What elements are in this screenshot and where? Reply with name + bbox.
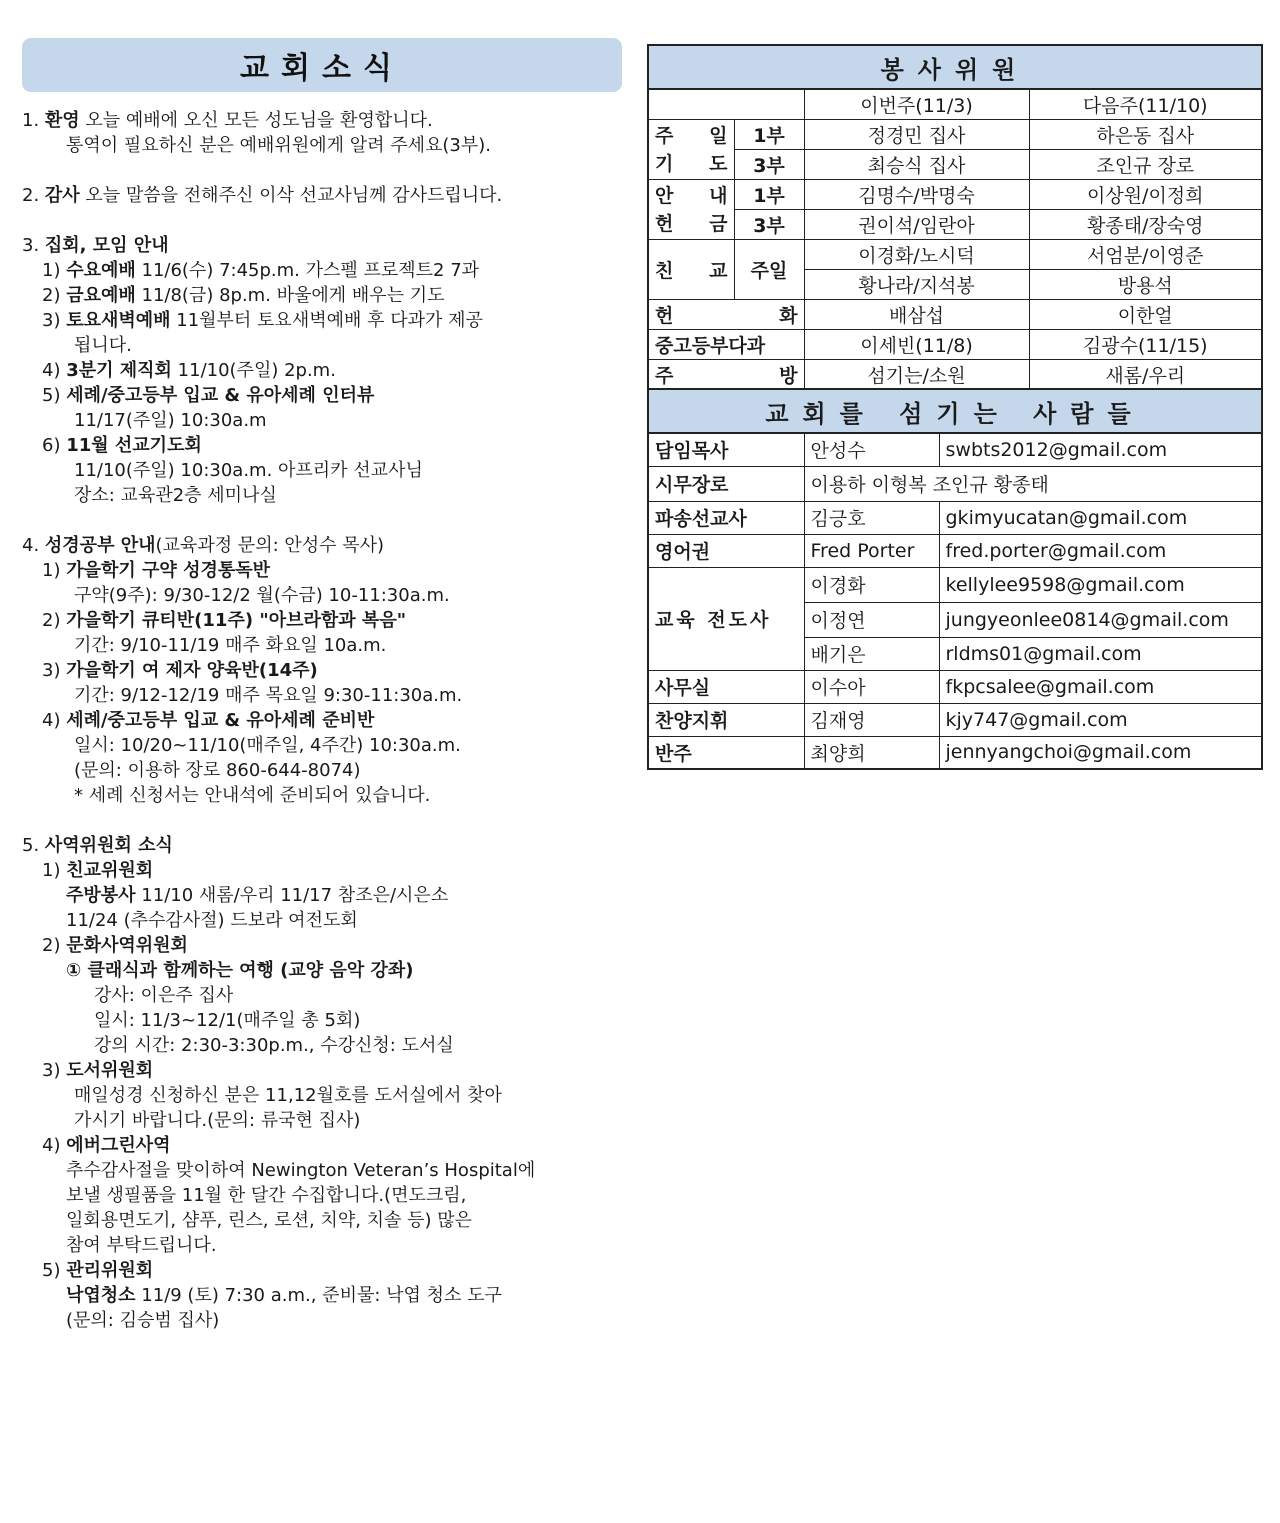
item-heading: 집회, 모임 안내 — [44, 235, 169, 256]
staff-email[interactable]: rldms01@gmail.com — [939, 637, 1262, 670]
usher-label-line2: 헌 금 — [655, 212, 728, 235]
service-1-label: 1부 — [734, 180, 804, 210]
news-line — [22, 258, 622, 283]
staff-role: 찬양지휘 — [648, 703, 804, 736]
staff-email[interactable]: jungyeonlee0814@gmail.com — [939, 602, 1262, 637]
news-line: 가시기 바랍니다.(문의: 류국현 집사) — [74, 1110, 361, 1131]
usher-this-1: 김명수/박명숙 — [804, 180, 1029, 210]
staff-name: 김재영 — [804, 703, 939, 736]
item-number: 1) — [42, 560, 67, 581]
news-line — [22, 933, 622, 958]
flower-this: 배삼섭 — [804, 300, 1029, 330]
service-committee-table — [647, 44, 1263, 391]
item-heading: 금요예배 — [66, 285, 136, 306]
item-number: 5) — [42, 1260, 67, 1281]
news-line: (문의: 이용하 장로 860-644-8074) — [74, 760, 361, 781]
news-line — [22, 283, 622, 308]
staff-name: 배기은 — [804, 637, 939, 670]
church-news-title: 교회소식 — [22, 38, 622, 92]
service-1-label: 1부 — [734, 120, 804, 150]
kitchen-this: 섬기는/소원 — [804, 360, 1029, 391]
staff-email[interactable]: fkpcsalee@gmail.com — [939, 670, 1262, 703]
item-number: 2) — [42, 935, 67, 956]
item-text: 11월부터 토요새벽예배 후 다과가 제공 — [170, 310, 483, 331]
staff-name: 김긍호 — [804, 501, 939, 534]
news-line: * 세례 신청서는 안내석에 준비되어 있습니다. — [74, 785, 431, 806]
staff-email[interactable]: gkimyucatan@gmail.com — [939, 501, 1262, 534]
item-heading: 감사 — [44, 185, 80, 206]
item-number: 4. — [22, 535, 45, 556]
news-line — [22, 383, 622, 408]
item-number: 5. — [22, 835, 45, 856]
news-line: 11/10(주일) 10:30a.m. 아프리카 선교사님 — [74, 460, 423, 481]
church-news-section — [22, 38, 622, 1333]
kitchen-label: 주 방 — [648, 360, 804, 391]
prayer-label-line1: 주 일 — [655, 124, 728, 147]
this-week-header: 이번주(11/3) — [804, 89, 1029, 120]
item-heading: 11월 선교기도회 — [66, 435, 202, 456]
news-line: 매일성경 신청하신 분은 11,12월호를 도서실에서 찾아 — [74, 1085, 502, 1106]
item-heading: 관리위원회 — [66, 1260, 154, 1281]
item-text: 11/9 (토) 7:30 a.m., 준비물: 낙엽 청소 도구 — [135, 1285, 502, 1306]
news-line: 됩니다. — [74, 335, 132, 356]
youth-snack-this: 이세빈(11/8) — [804, 330, 1029, 360]
item-number: 3) — [42, 1060, 67, 1081]
item-heading: 가을학기 여 제자 양육반(14주) — [66, 660, 318, 681]
news-line: 보낼 생필품을 11월 한 달간 수집합니다.(면도크림, — [66, 1185, 467, 1206]
staff-role: 반주 — [648, 736, 804, 769]
news-line — [22, 1258, 622, 1283]
staff-name: 안성수 — [804, 433, 939, 466]
item-number: 1. — [22, 110, 45, 131]
staff-name: 최양희 — [804, 736, 939, 769]
news-line: 강의 시간: 2:30-3:30p.m., 수강신청: 도서실 — [94, 1035, 454, 1056]
item-number: 6) — [42, 435, 67, 456]
item-text: 오늘 말씀을 전해주신 이삭 선교사님께 감사드립니다. — [79, 185, 503, 206]
item-number: 3) — [42, 660, 67, 681]
staff-name: 이수아 — [804, 670, 939, 703]
fellowship-this-2: 황나라/지석봉 — [804, 270, 1029, 300]
elders-names: 이용하 이형복 조인규 황종태 — [804, 466, 1262, 501]
item-heading: 사역위원회 소식 — [44, 835, 173, 856]
item-heading: ① 클래식과 함께하는 여행 (교양 음악 강좌) — [66, 960, 414, 981]
item-number: 4) — [42, 710, 67, 731]
item-number: 2) — [42, 285, 67, 306]
flower-label: 헌 화 — [648, 300, 804, 330]
next-week-header: 다음주(11/10) — [1029, 89, 1262, 120]
staff-name: Fred Porter — [804, 534, 939, 567]
news-line: 참여 부탁드립니다. — [66, 1235, 217, 1256]
item-text: 11/10(주일) 2p.m. — [171, 360, 336, 381]
item-number: 3. — [22, 235, 45, 256]
staff-email[interactable]: fred.porter@gmail.com — [939, 534, 1262, 567]
youth-snack-next: 김광수(11/15) — [1029, 330, 1262, 360]
item-heading: 문화사역위원회 — [66, 935, 188, 956]
item-number: 5) — [42, 385, 67, 406]
news-line — [22, 558, 622, 583]
news-line — [22, 108, 622, 133]
item-heading: 주방봉사 — [66, 885, 136, 906]
item-heading: 낙엽청소 — [66, 1285, 136, 1306]
news-line: 11/24 (추수감사절) 드보라 여전도회 — [66, 910, 358, 931]
news-line — [22, 533, 622, 558]
item-heading: 성경공부 안내 — [44, 535, 156, 556]
news-line — [22, 708, 622, 733]
news-line — [22, 883, 622, 908]
news-line — [22, 658, 622, 683]
staff-role: 사무실 — [648, 670, 804, 703]
news-line: 기간: 9/12-12/19 매주 목요일 9:30-11:30a.m. — [74, 685, 463, 706]
news-line: 일시: 10/20~11/10(매주일, 4주간) 10:30a.m. — [74, 735, 461, 756]
fellowship-this-1: 이경화/노시덕 — [804, 240, 1029, 270]
item-heading: 세례/중고등부 입교 & 유아세례 인터뷰 — [66, 385, 375, 406]
fellowship-next-1: 서엄분/이영준 — [1029, 240, 1262, 270]
staff-role: 담임목사 — [648, 433, 804, 466]
fellowship-sub-label: 주일 — [734, 240, 804, 300]
item-number: 4) — [42, 360, 67, 381]
kitchen-next: 새롬/우리 — [1029, 360, 1262, 391]
news-line — [22, 608, 622, 633]
news-line: 강사: 이은주 집사 — [94, 985, 234, 1006]
fellowship-label: 친 교 — [648, 240, 734, 300]
news-line: 일회용면도기, 샴푸, 린스, 로션, 치약, 치솔 등) 많은 — [66, 1210, 473, 1231]
staff-email[interactable]: kellylee9598@gmail.com — [939, 567, 1262, 602]
youth-snack-label: 중고등부다과 — [648, 330, 804, 360]
news-line — [22, 958, 622, 983]
prayer-label-line2: 기 도 — [655, 152, 728, 175]
item-heading: 가을학기 구약 성경통독반 — [66, 560, 271, 581]
item-heading: 도서위원회 — [66, 1060, 154, 1081]
item-number: 1) — [42, 860, 67, 881]
item-heading: 친교위원회 — [66, 860, 154, 881]
news-line: 11/17(주일) 10:30a.m — [74, 410, 267, 431]
news-line: 추수감사절을 맞이하여 Newington Veteran’s Hospital에 — [66, 1160, 536, 1181]
usher-label-line1: 안 내 — [655, 184, 728, 207]
staff-role: 시무장로 — [648, 466, 804, 501]
usher-label — [648, 180, 734, 240]
fellowship-next-2: 방용석 — [1029, 270, 1262, 300]
usher-this-3: 권이석/임란아 — [804, 210, 1029, 240]
service-committee-title: 봉사위원 — [648, 45, 1262, 89]
item-heading: 3분기 제직회 — [66, 360, 172, 381]
staff-name: 이경화 — [804, 567, 939, 602]
news-line — [22, 433, 622, 458]
item-number: 2. — [22, 185, 45, 206]
news-line: 장소: 교육관2층 세미나실 — [74, 485, 277, 506]
item-heading: 수요예배 — [66, 260, 136, 281]
item-heading: 세례/중고등부 입교 & 유아세례 준비반 — [66, 710, 375, 731]
news-line — [22, 233, 622, 258]
prayer-next-1: 하은동 집사 — [1029, 120, 1262, 150]
news-line — [22, 358, 622, 383]
news-line — [22, 833, 622, 858]
news-line — [22, 1283, 622, 1308]
service-3-label: 3부 — [734, 210, 804, 240]
item-heading: 환영 — [44, 110, 80, 131]
service-3-label: 3부 — [734, 150, 804, 180]
news-line: 통역이 필요하신 분은 예배위원에게 알려 주세요(3부). — [66, 135, 491, 156]
item-text: 11/8(금) 8p.m. 바울에게 배우는 기도 — [135, 285, 445, 306]
item-number: 4) — [42, 1135, 67, 1156]
staff-email[interactable]: jennyangchoi@gmail.com — [939, 736, 1262, 769]
prayer-next-3: 조인규 장로 — [1029, 150, 1262, 180]
church-staff-table — [647, 388, 1263, 770]
usher-next-3: 황종태/장숙영 — [1029, 210, 1262, 240]
news-line: (문의: 김승범 집사) — [66, 1310, 220, 1331]
blank-cell — [648, 89, 804, 120]
news-line: 일시: 11/3~12/1(매주일 총 5회) — [94, 1010, 361, 1031]
prayer-this-3: 최승식 집사 — [804, 150, 1029, 180]
item-text: 11/10 새롬/우리 11/17 참조은/시은소 — [135, 885, 449, 906]
item-heading: 가을학기 큐티반(11주) "아브라함과 복음" — [66, 610, 407, 631]
church-staff-title: 교회를 섬기는 사람들 — [648, 389, 1262, 433]
news-line — [22, 183, 622, 208]
staff-email[interactable]: swbts2012@gmail.com — [939, 433, 1262, 466]
news-line: 구약(9주): 9/30-12/2 월(수금) 10-11:30a.m. — [74, 585, 450, 606]
prayer-label — [648, 120, 734, 180]
usher-next-1: 이상원/이정희 — [1029, 180, 1262, 210]
news-line — [22, 1133, 622, 1158]
flower-next: 이한얼 — [1029, 300, 1262, 330]
prayer-this-1: 정경민 집사 — [804, 120, 1029, 150]
item-heading: 에버그린사역 — [66, 1135, 171, 1156]
item-number: 3) — [42, 310, 67, 331]
item-heading: 토요새벽예배 — [66, 310, 171, 331]
news-line: 기간: 9/10-11/19 매주 화요일 10a.m. — [74, 635, 387, 656]
item-text: 11/6(수) 7:45p.m. 가스펠 프로젝트2 7과 — [135, 260, 480, 281]
staff-role: 영어권 — [648, 534, 804, 567]
staff-name: 이정연 — [804, 602, 939, 637]
news-line — [22, 1058, 622, 1083]
item-number: 2) — [42, 610, 67, 631]
item-number: 1) — [42, 260, 67, 281]
news-line — [22, 308, 622, 333]
staff-email[interactable]: kjy747@gmail.com — [939, 703, 1262, 736]
church-news-body — [22, 108, 622, 1333]
staff-role: 교육 전도사 — [648, 567, 804, 670]
item-text: (교육과정 문의: 안성수 목사) — [155, 535, 385, 556]
item-text: 오늘 예배에 오신 모든 성도님을 환영합니다. — [79, 110, 433, 131]
staff-role: 파송선교사 — [648, 501, 804, 534]
news-line — [22, 858, 622, 883]
